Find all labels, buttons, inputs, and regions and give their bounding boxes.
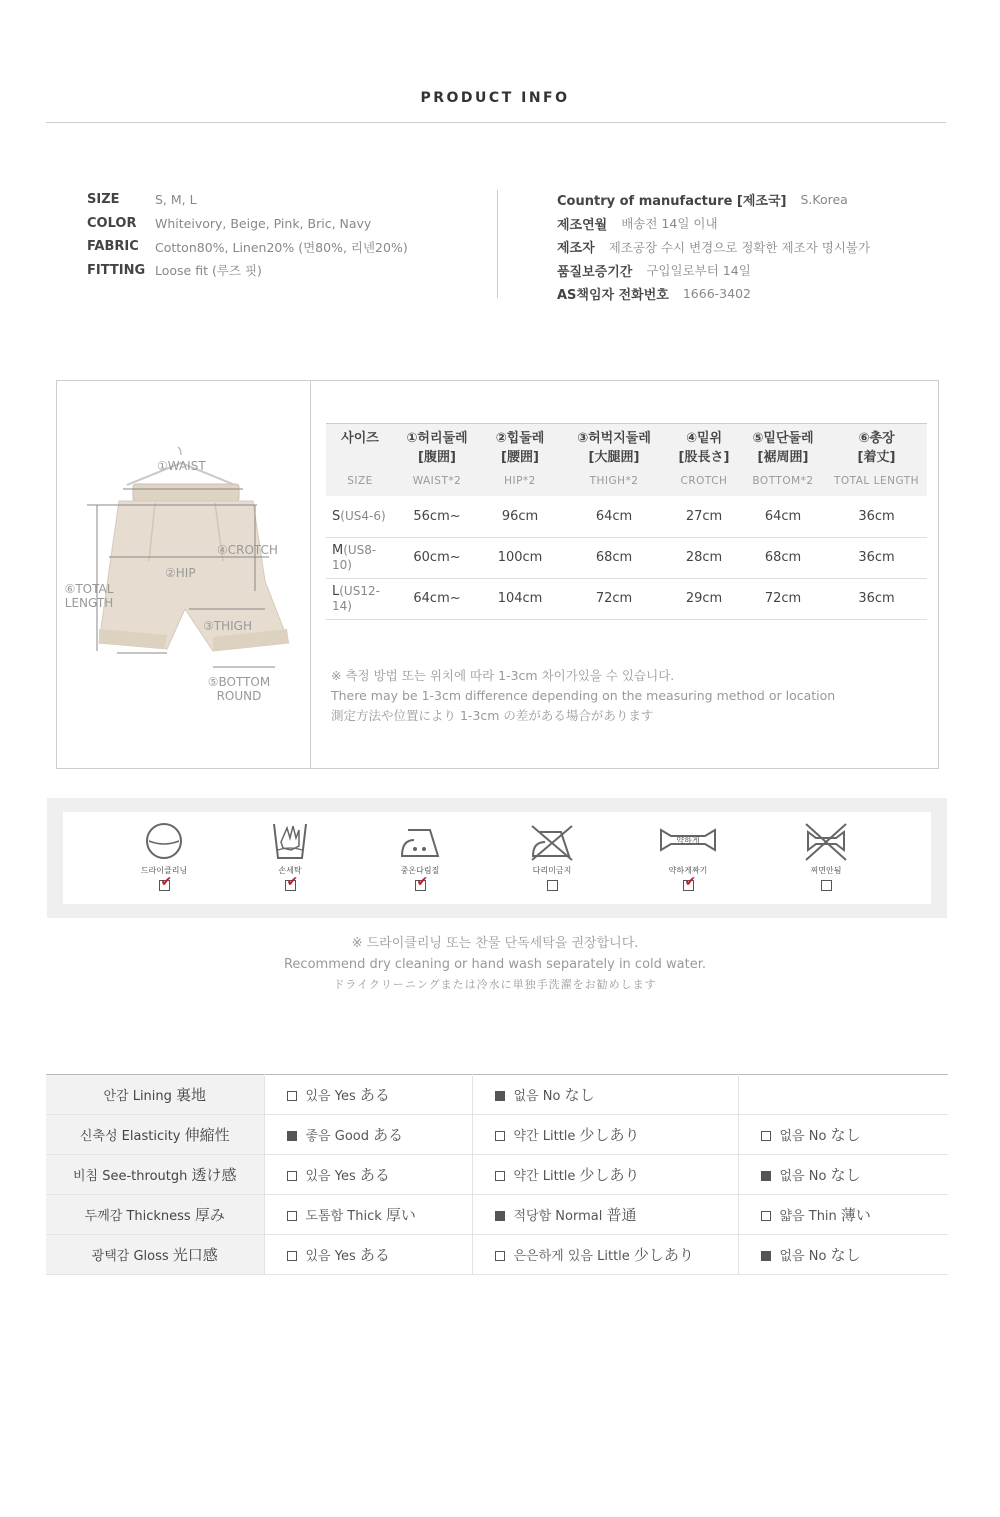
spec-row <box>87 188 408 212</box>
measure-cell: 96cm <box>480 496 560 537</box>
measure-cell: 64cm <box>560 496 668 537</box>
manufacture-key: 제조연월 <box>557 217 608 233</box>
size-table-header <box>326 424 927 497</box>
size-cell: M(US8-10) <box>326 537 394 578</box>
property-option: 약간 Little 少しあり <box>472 1115 738 1155</box>
manufacture-row <box>557 188 870 212</box>
spec-row <box>87 212 408 236</box>
measure-cell: 64cm~ <box>394 578 480 619</box>
measure-cell: 27cm <box>668 496 740 537</box>
measure-cell: 72cm <box>740 578 826 619</box>
page-title: PRODUCT INFO <box>420 90 570 106</box>
size-cell: L(US12-14) <box>326 578 394 619</box>
shorts-measurement-figure <box>57 381 310 768</box>
table-row <box>326 578 927 619</box>
care-checkbox <box>285 880 296 891</box>
care-label: 손세탁 <box>278 866 302 875</box>
measure-cell: 56cm~ <box>394 496 480 537</box>
option-checkbox <box>761 1131 771 1141</box>
table-row <box>326 537 927 578</box>
property-option: 은은하게 있음 Little 少しあり <box>472 1235 738 1275</box>
manufacture-value: 구입일로부터 14일 <box>646 263 751 279</box>
info-divider <box>497 190 498 298</box>
measure-cell: 36cm <box>826 537 927 578</box>
measure-cell: 60cm~ <box>394 537 480 578</box>
size-notes <box>331 666 835 726</box>
property-option: 없음 No なし <box>738 1115 948 1155</box>
care-label: 약하게짜기 <box>668 866 708 875</box>
measure-cell: 29cm <box>668 578 740 619</box>
spec-value: S, M, L <box>155 192 197 208</box>
option-checkbox <box>287 1171 297 1181</box>
property-option: 없음 No なし <box>738 1235 948 1275</box>
waist-label: ①WAIST <box>157 459 206 473</box>
property-option: 얇음 Thin 薄い <box>738 1195 948 1235</box>
care-item-gentle-wring <box>648 820 728 891</box>
spec-key: SIZE <box>87 192 120 208</box>
property-label: 비침 See-throutgh 透け感 <box>46 1155 264 1195</box>
wring-inner-text: 약하게 <box>676 836 700 845</box>
table-row <box>326 496 927 537</box>
manufacture-key: 품질보증기간 <box>557 264 633 280</box>
property-option: 적당함 Normal 普通 <box>472 1195 738 1235</box>
product-spec-list <box>87 188 408 282</box>
care-item-dry-clean <box>124 820 204 891</box>
care-label: 드라이클리닝 <box>140 866 188 875</box>
table-row <box>46 1195 948 1235</box>
measure-cell: 36cm <box>826 578 927 619</box>
option-checkbox <box>495 1251 505 1261</box>
option-checkbox <box>761 1251 771 1261</box>
option-checkbox <box>287 1131 297 1141</box>
no-iron-icon <box>529 820 575 862</box>
table-row <box>46 1155 948 1195</box>
manufacture-value: 1666-3402 <box>682 286 751 302</box>
spec-value: Cotton80%, Linen20% (면80%, 리넨20%) <box>155 239 408 255</box>
manufacture-row <box>557 282 870 306</box>
hip-label: ②HIP <box>165 566 196 580</box>
gentle-wring-icon <box>659 820 717 862</box>
crotch-label: ④CROTCH <box>217 543 278 557</box>
manufacture-value: 제조공장 수시 변경으로 정확한 제조자 명시불가 <box>608 239 871 255</box>
thigh-col-header: ③허벅지둘레 [大腿囲] THIGH*2 <box>560 424 668 497</box>
size-table <box>326 423 927 620</box>
hand-wash-icon <box>269 820 311 862</box>
manufacture-row <box>557 212 870 236</box>
table-row <box>46 1115 948 1155</box>
table-row <box>46 1075 948 1115</box>
size-box-divider <box>310 381 311 768</box>
thigh-label: ③THIGH <box>203 619 252 633</box>
spec-key: FABRIC <box>87 239 139 255</box>
total-label-line1: ⑥TOTAL <box>64 582 114 596</box>
spec-row <box>87 235 408 259</box>
care-note: ドライクリーニングまたは冷水に単独手洗濯をお勧めします <box>333 978 657 991</box>
care-note: ※ 드라이클리닝 또는 찬물 단독세탁을 권장합니다. <box>351 936 639 951</box>
measure-cell: 104cm <box>480 578 560 619</box>
property-option: 도톰함 Thick 厚い <box>264 1195 472 1235</box>
spec-key: COLOR <box>87 215 137 231</box>
property-option: 약간 Little 少しあり <box>472 1155 738 1195</box>
property-option: 있음 Yes ある <box>264 1075 472 1115</box>
care-checkbox <box>821 880 832 891</box>
waist-col-header: ①허리둘레 [腹囲] WAIST*2 <box>394 424 480 497</box>
property-option: 좋음 Good ある <box>264 1115 472 1155</box>
total-col-header: ⑥총장 [着丈] TOTAL LENGTH <box>826 424 927 497</box>
spec-value: Whiteivory, Beige, Pink, Bric, Navy <box>155 215 372 231</box>
size-col-header: 사이즈 SIZE <box>326 424 394 497</box>
measure-cell: 72cm <box>560 578 668 619</box>
manufacture-key: Country of manufacture [제조국] <box>557 194 787 210</box>
care-checkbox <box>547 880 558 891</box>
hip-col-header: ②힙둘레 [腰囲] HIP*2 <box>480 424 560 497</box>
property-option: 없음 No なし <box>472 1075 738 1115</box>
table-row <box>46 1235 948 1275</box>
manufacture-row <box>557 259 870 283</box>
option-checkbox <box>495 1131 505 1141</box>
care-checkbox <box>683 880 694 891</box>
measure-cell: 64cm <box>740 496 826 537</box>
option-checkbox <box>495 1091 505 1101</box>
care-item-iron <box>380 820 460 891</box>
total-length-label <box>59 582 119 610</box>
care-checkbox <box>415 880 426 891</box>
care-item-hand-wash <box>250 820 330 891</box>
manufacture-info-list <box>557 188 870 306</box>
property-label: 안감 Lining 裏地 <box>46 1075 264 1115</box>
bottom-col-header: ⑤밑단둘레 [裾周囲] BOTTOM*2 <box>740 424 826 497</box>
property-label: 신축성 Elasticity 伸縮性 <box>46 1115 264 1155</box>
option-checkbox <box>287 1211 297 1221</box>
crotch-col-header: ④밑위 [股長さ] CROTCH <box>668 424 740 497</box>
care-label: 찌면안됨 <box>810 866 842 875</box>
bottom-label-line2: ROUND <box>216 689 262 703</box>
size-note: There may be 1-3cm difference depending on the measuring method or location <box>331 688 836 703</box>
property-option: 없음 No なし <box>738 1155 948 1195</box>
property-option: 있음 Yes ある <box>264 1155 472 1195</box>
option-checkbox <box>287 1091 297 1101</box>
iron-icon <box>398 820 442 862</box>
option-checkbox <box>761 1171 771 1181</box>
care-note: Recommend dry cleaning or hand wash separately in cold water. <box>283 956 706 972</box>
no-tumble-dry-icon <box>802 820 850 862</box>
size-note: 測定方法や位置により 1-3cm の差がある場合があります <box>331 708 654 723</box>
dry-clean-icon <box>143 820 185 862</box>
manufacture-value: 배송전 14일 이내 <box>621 216 718 232</box>
measure-cell: 28cm <box>668 537 740 578</box>
care-item-no-iron <box>512 820 592 891</box>
manufacture-key: AS책임자 전화번호 <box>557 288 669 304</box>
option-checkbox <box>761 1211 771 1221</box>
title-divider <box>46 122 946 123</box>
spec-row <box>87 259 408 283</box>
measure-cell: 68cm <box>560 537 668 578</box>
total-label-line2: LENGTH <box>64 596 114 610</box>
care-label: 다리미금지 <box>532 866 572 875</box>
manufacture-value: S.Korea <box>800 192 848 208</box>
manufacture-row <box>557 235 870 259</box>
measure-cell: 68cm <box>740 537 826 578</box>
bottom-label-line1: ⑤BOTTOM <box>207 675 271 689</box>
spec-key: FITTING <box>87 262 146 278</box>
measure-cell: 100cm <box>480 537 560 578</box>
measure-cell: 36cm <box>826 496 927 537</box>
size-note: ※ 측정 방법 또는 위치에 따라 1-3cm 차이가있을 수 있습니다. <box>331 668 675 683</box>
fabric-property-table <box>46 1074 948 1275</box>
property-option-empty <box>738 1075 948 1115</box>
care-notes <box>0 934 990 996</box>
manufacture-key: 제조자 <box>557 241 595 257</box>
size-cell: S(US4-6) <box>326 496 394 537</box>
option-checkbox <box>287 1251 297 1261</box>
property-label: 광택감 Gloss 光口感 <box>46 1235 264 1275</box>
bottom-round-label <box>203 675 275 703</box>
option-checkbox <box>495 1171 505 1181</box>
option-checkbox <box>495 1211 505 1221</box>
care-item-no-tumble <box>786 820 866 891</box>
spec-value: Loose fit (루즈 핏) <box>155 263 262 279</box>
property-option: 있음 Yes ある <box>264 1235 472 1275</box>
care-checkbox <box>159 880 170 891</box>
care-label: 중온다림질 <box>400 866 440 875</box>
property-label: 두께감 Thickness 厚み <box>46 1195 264 1235</box>
